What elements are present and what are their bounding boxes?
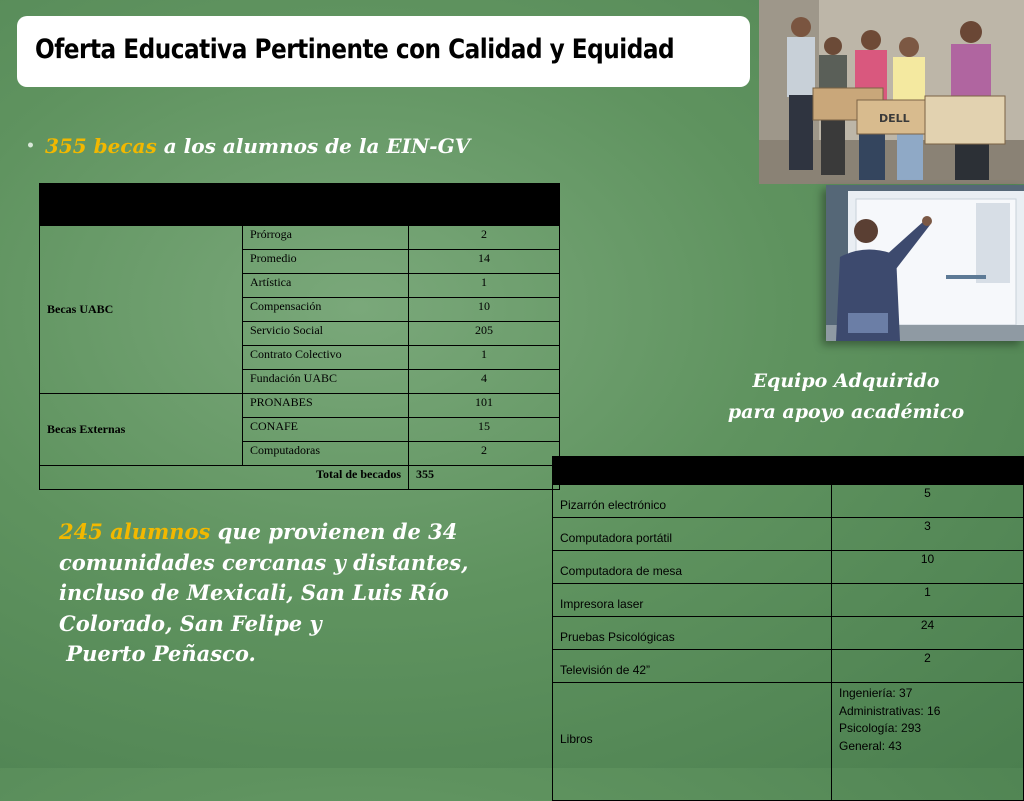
group-becas-externas: Becas Externas xyxy=(40,394,243,466)
equipo-cantidad: 10 xyxy=(832,551,1024,584)
beca-tipo: Artística xyxy=(243,274,409,298)
paragraph-line: incluso de Mexicali, San Luis Río xyxy=(59,580,449,605)
bullet-dot-icon: • xyxy=(26,138,35,154)
slide-title: Oferta Educativa Pertinente con Calidad y Equidad xyxy=(35,34,675,65)
equipo-caption xyxy=(700,366,992,428)
table-row xyxy=(40,226,560,250)
beca-cantidad: 1 xyxy=(409,346,560,370)
beca-tipo: Fundación UABC xyxy=(243,370,409,394)
beca-cantidad: 10 xyxy=(409,298,560,322)
equipo-table xyxy=(552,456,1024,801)
equipo-item: Televisión de 42” xyxy=(553,650,832,683)
equipo-item: Computadora de mesa xyxy=(553,551,832,584)
becas-bullet-text: a los alumnos de la EIN-GV xyxy=(156,134,471,158)
equipo-item: Libros xyxy=(553,683,832,801)
libros-detalle xyxy=(832,683,1024,801)
libros-detalle-line: General: 43 xyxy=(839,738,902,753)
total-value: 355 xyxy=(409,466,560,490)
total-row xyxy=(40,466,560,490)
beca-tipo: Computadoras xyxy=(243,442,409,466)
equipo-item: Pizarrón electrónico xyxy=(553,485,832,518)
group-becas-uabc: Becas UABC xyxy=(40,226,243,394)
beca-tipo: Servicio Social xyxy=(243,322,409,346)
beca-tipo: Contrato Colectivo xyxy=(243,346,409,370)
caption-line: Equipo Adquirido xyxy=(752,370,940,392)
table-row xyxy=(553,518,1024,551)
beca-cantidad: 14 xyxy=(409,250,560,274)
beca-cantidad: 2 xyxy=(409,442,560,466)
table-row xyxy=(40,394,560,418)
libros-detalle-line: Administrativas: 16 xyxy=(839,703,941,718)
becas-bullet xyxy=(26,134,470,158)
equipo-cantidad: 3 xyxy=(832,518,1024,551)
beca-cantidad: 15 xyxy=(409,418,560,442)
libros-detalle-line: Ingeniería: 37 xyxy=(839,686,913,700)
beca-cantidad: 2 xyxy=(409,226,560,250)
becas-highlight: 355 becas xyxy=(44,134,157,158)
whiteboard-photo xyxy=(826,185,1024,341)
equipo-cantidad: 24 xyxy=(832,617,1024,650)
table-row xyxy=(553,683,1024,801)
becas-table-header xyxy=(40,184,560,226)
students-photo-illustration xyxy=(759,0,1024,184)
beca-tipo: Promedio xyxy=(243,250,409,274)
beca-tipo: Prórroga xyxy=(243,226,409,250)
beca-cantidad: 205 xyxy=(409,322,560,346)
whiteboard-photo-illustration xyxy=(826,185,1024,341)
alumnos-highlight: 245 alumnos xyxy=(59,519,211,544)
table-row xyxy=(553,551,1024,584)
equipo-cantidad: 1 xyxy=(832,584,1024,617)
equipo-cantidad: 2 xyxy=(832,650,1024,683)
table-row xyxy=(553,485,1024,518)
table-row xyxy=(553,650,1024,683)
paragraph-line: Colorado, San Felipe y xyxy=(59,610,322,636)
beca-cantidad: 101 xyxy=(409,394,560,418)
equipo-cantidad: 5 xyxy=(832,485,1024,518)
table-row xyxy=(553,617,1024,650)
equipo-item: Computadora portátil xyxy=(553,518,832,551)
paragraph-line: que provienen de 34 xyxy=(210,519,458,544)
equipo-item: Pruebas Psicológicas xyxy=(553,617,832,650)
total-label: Total de becados xyxy=(40,466,409,490)
alumnos-paragraph xyxy=(59,517,549,670)
box-logo-text: DELL xyxy=(879,112,910,125)
caption-line: para apoyo académico xyxy=(727,401,965,423)
becas-table xyxy=(39,183,560,490)
beca-tipo: CONAFE xyxy=(243,418,409,442)
title-box xyxy=(17,16,750,87)
libros-detalle-line: Psicología: 293 xyxy=(839,721,922,735)
beca-tipo: PRONABES xyxy=(243,394,409,418)
beca-cantidad: 1 xyxy=(409,274,560,298)
equipo-table-header xyxy=(553,457,1024,485)
beca-cantidad: 4 xyxy=(409,370,560,394)
paragraph-line: Puerto Peñasco. xyxy=(59,641,256,666)
equipo-item: Impresora laser xyxy=(553,584,832,617)
table-row xyxy=(553,584,1024,617)
students-photo xyxy=(759,0,1024,184)
paragraph-line: comunidades cercanas y distantes, xyxy=(59,549,469,575)
beca-tipo: Compensación xyxy=(243,298,409,322)
